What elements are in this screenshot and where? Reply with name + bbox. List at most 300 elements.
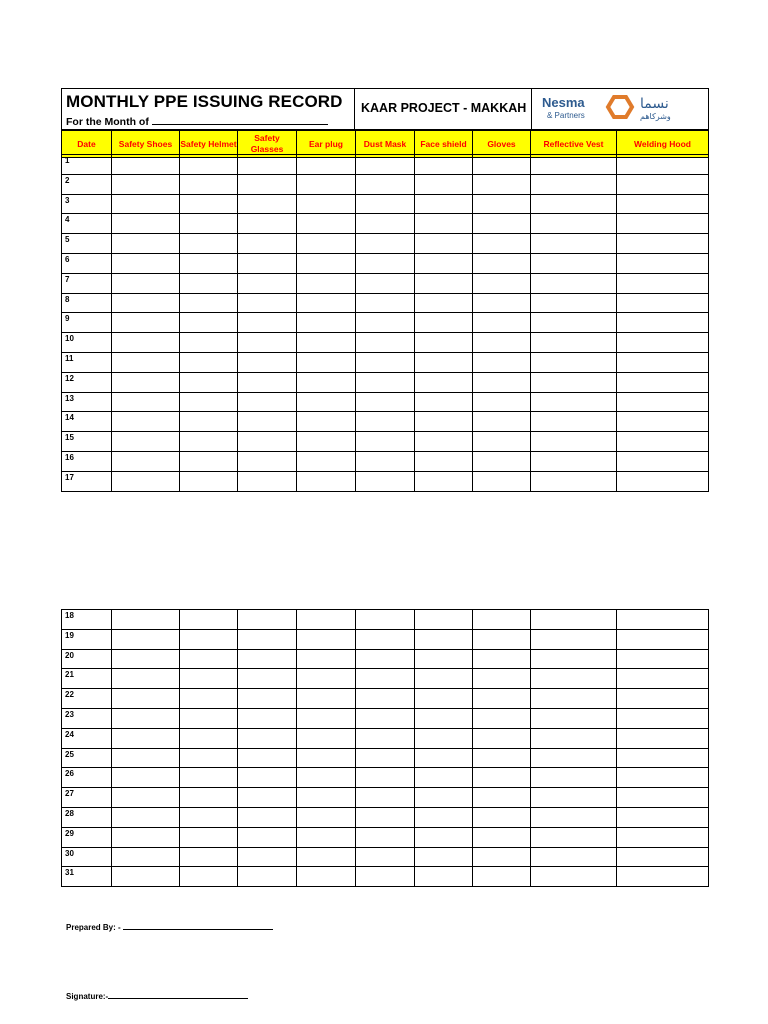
entry-cell[interactable] (473, 214, 531, 234)
entry-cell[interactable] (531, 253, 617, 273)
entry-cell[interactable] (356, 234, 415, 254)
entry-cell[interactable] (473, 352, 531, 372)
entry-cell[interactable] (112, 273, 180, 293)
entry-cell[interactable] (112, 293, 180, 313)
entry-cell[interactable] (531, 649, 617, 669)
entry-cell[interactable] (238, 313, 297, 333)
entry-cell[interactable] (238, 293, 297, 313)
day-number: 11 (62, 352, 112, 372)
entry-cell[interactable] (473, 728, 531, 748)
entry-cell[interactable] (617, 392, 709, 412)
entry-cell[interactable] (112, 253, 180, 273)
entry-cell[interactable] (180, 708, 238, 728)
entry-cell[interactable] (112, 313, 180, 333)
entry-cell[interactable] (356, 273, 415, 293)
entry-cell[interactable] (356, 867, 415, 887)
entry-cell[interactable] (180, 155, 238, 175)
signature-field[interactable] (66, 990, 248, 1001)
entry-cell[interactable] (531, 194, 617, 214)
entry-cell[interactable] (356, 827, 415, 847)
entry-cell[interactable] (415, 708, 473, 728)
table-row (62, 273, 709, 293)
entry-cell[interactable] (238, 471, 297, 491)
entry-cell[interactable] (112, 788, 180, 808)
entry-cell[interactable] (415, 253, 473, 273)
entry-cell[interactable] (297, 293, 356, 313)
entry-cell[interactable] (112, 194, 180, 214)
entry-cell[interactable] (356, 333, 415, 353)
entry-cell[interactable] (238, 867, 297, 887)
entry-cell[interactable] (617, 867, 709, 887)
entry-cell[interactable] (297, 333, 356, 353)
entry-cell[interactable] (473, 234, 531, 254)
entry-cell[interactable] (356, 689, 415, 709)
entry-cell[interactable] (112, 689, 180, 709)
entry-cell[interactable] (415, 412, 473, 432)
entry-cell[interactable] (415, 194, 473, 214)
entry-cell[interactable] (531, 333, 617, 353)
entry-cell[interactable] (238, 253, 297, 273)
entry-cell[interactable] (356, 392, 415, 412)
entry-cell[interactable] (180, 451, 238, 471)
entry-cell[interactable] (473, 194, 531, 214)
entry-cell[interactable] (112, 412, 180, 432)
entry-cell[interactable] (180, 788, 238, 808)
day-number: 5 (62, 234, 112, 254)
entry-cell[interactable] (617, 629, 709, 649)
entry-cell[interactable] (531, 451, 617, 471)
entry-cell[interactable] (238, 234, 297, 254)
entry-cell[interactable] (238, 708, 297, 728)
entry-cell[interactable] (356, 253, 415, 273)
entry-cell[interactable] (112, 432, 180, 452)
entry-cell[interactable] (180, 610, 238, 630)
entry-cell[interactable] (473, 293, 531, 313)
entry-cell[interactable] (356, 649, 415, 669)
entry-cell[interactable] (531, 728, 617, 748)
column-header: Date (62, 131, 112, 158)
entry-cell[interactable] (297, 847, 356, 867)
entry-cell[interactable] (297, 412, 356, 432)
entry-cell[interactable] (112, 451, 180, 471)
day-number: 2 (62, 174, 112, 194)
entry-cell[interactable] (415, 867, 473, 887)
entry-cell[interactable] (112, 827, 180, 847)
entry-cell[interactable] (415, 788, 473, 808)
entry-cell[interactable] (415, 471, 473, 491)
entry-cell[interactable] (356, 451, 415, 471)
entry-cell[interactable] (297, 610, 356, 630)
entry-cell[interactable] (297, 689, 356, 709)
entry-cell[interactable] (473, 333, 531, 353)
entry-cell[interactable] (473, 629, 531, 649)
entry-cell[interactable] (617, 669, 709, 689)
entry-cell[interactable] (617, 273, 709, 293)
entry-cell[interactable] (180, 392, 238, 412)
entry-cell[interactable] (112, 748, 180, 768)
entry-cell[interactable] (356, 669, 415, 689)
entry-cell[interactable] (531, 807, 617, 827)
entry-cell[interactable] (415, 768, 473, 788)
entry-cell[interactable] (356, 412, 415, 432)
entry-cell[interactable] (617, 293, 709, 313)
entry-cell[interactable] (297, 372, 356, 392)
entry-cell[interactable] (297, 629, 356, 649)
entry-cell[interactable] (297, 214, 356, 234)
entry-cell[interactable] (617, 649, 709, 669)
entry-cell[interactable] (473, 392, 531, 412)
entry-cell[interactable] (617, 214, 709, 234)
entry-cell[interactable] (112, 649, 180, 669)
entry-cell[interactable] (473, 253, 531, 273)
entry-cell[interactable] (617, 313, 709, 333)
signature-line[interactable] (108, 990, 248, 999)
entry-cell[interactable] (473, 273, 531, 293)
entry-cell[interactable] (238, 728, 297, 748)
entry-cell[interactable] (473, 471, 531, 491)
entry-cell[interactable] (180, 867, 238, 887)
entry-cell[interactable] (473, 610, 531, 630)
entry-cell[interactable] (180, 372, 238, 392)
entry-cell[interactable] (297, 234, 356, 254)
entry-cell[interactable] (415, 689, 473, 709)
entry-cell[interactable] (473, 847, 531, 867)
entry-cell[interactable] (356, 214, 415, 234)
entry-cell[interactable] (356, 807, 415, 827)
entry-cell[interactable] (531, 610, 617, 630)
entry-cell[interactable] (617, 708, 709, 728)
entry-cell[interactable] (180, 807, 238, 827)
entry-cell[interactable] (238, 352, 297, 372)
entry-cell[interactable] (356, 728, 415, 748)
entry-cell[interactable] (297, 669, 356, 689)
month-blank-line[interactable] (152, 114, 328, 125)
entry-cell[interactable] (617, 253, 709, 273)
entry-cell[interactable] (415, 610, 473, 630)
entry-cell[interactable] (238, 669, 297, 689)
entry-cell[interactable] (617, 333, 709, 353)
entry-cell[interactable] (473, 748, 531, 768)
day-number: 24 (62, 728, 112, 748)
entry-cell[interactable] (112, 867, 180, 887)
entry-cell[interactable] (617, 728, 709, 748)
entry-cell[interactable] (617, 847, 709, 867)
entry-cell[interactable] (180, 629, 238, 649)
entry-cell[interactable] (297, 313, 356, 333)
entry-cell[interactable] (112, 610, 180, 630)
entry-cell[interactable] (473, 689, 531, 709)
entry-cell[interactable] (531, 708, 617, 728)
entry-cell[interactable] (415, 392, 473, 412)
entry-cell[interactable] (415, 293, 473, 313)
entry-cell[interactable] (473, 174, 531, 194)
entry-cell[interactable] (356, 610, 415, 630)
entry-cell[interactable] (356, 194, 415, 214)
entry-cell[interactable] (112, 392, 180, 412)
entry-cell[interactable] (297, 253, 356, 273)
entry-cell[interactable] (531, 669, 617, 689)
entry-cell[interactable] (617, 827, 709, 847)
entry-cell[interactable] (531, 352, 617, 372)
entry-cell[interactable] (531, 293, 617, 313)
entry-cell[interactable] (112, 807, 180, 827)
entry-cell[interactable] (180, 313, 238, 333)
entry-cell[interactable] (238, 174, 297, 194)
entry-cell[interactable] (531, 768, 617, 788)
entry-cell[interactable] (112, 372, 180, 392)
entry-cell[interactable] (297, 827, 356, 847)
entry-cell[interactable] (531, 273, 617, 293)
entry-cell[interactable] (180, 748, 238, 768)
entry-cell[interactable] (180, 669, 238, 689)
entry-cell[interactable] (617, 412, 709, 432)
entry-cell[interactable] (356, 788, 415, 808)
entry-cell[interactable] (473, 807, 531, 827)
entry-cell[interactable] (297, 155, 356, 175)
entry-cell[interactable] (297, 432, 356, 452)
entry-cell[interactable] (531, 471, 617, 491)
entry-cell[interactable] (180, 827, 238, 847)
entry-cell[interactable] (531, 689, 617, 709)
entry-cell[interactable] (297, 867, 356, 887)
entry-cell[interactable] (297, 649, 356, 669)
entry-cell[interactable] (112, 847, 180, 867)
entry-cell[interactable] (356, 352, 415, 372)
entry-cell[interactable] (473, 313, 531, 333)
entry-cell[interactable] (415, 669, 473, 689)
entry-cell[interactable] (238, 155, 297, 175)
entry-cell[interactable] (180, 768, 238, 788)
entry-cell[interactable] (238, 432, 297, 452)
entry-cell[interactable] (415, 807, 473, 827)
entry-cell[interactable] (238, 610, 297, 630)
entry-cell[interactable] (297, 392, 356, 412)
entry-cell[interactable] (473, 155, 531, 175)
entry-cell[interactable] (617, 155, 709, 175)
entry-cell[interactable] (415, 174, 473, 194)
entry-cell[interactable] (112, 333, 180, 353)
entry-cell[interactable] (356, 847, 415, 867)
entry-cell[interactable] (531, 155, 617, 175)
entry-cell[interactable] (238, 748, 297, 768)
table-row (62, 629, 709, 649)
entry-cell[interactable] (112, 352, 180, 372)
entry-cell[interactable] (356, 629, 415, 649)
entry-cell[interactable] (238, 807, 297, 827)
entry-cell[interactable] (112, 728, 180, 748)
entry-cell[interactable] (297, 471, 356, 491)
entry-cell[interactable] (531, 174, 617, 194)
entry-cell[interactable] (180, 412, 238, 432)
entry-cell[interactable] (415, 234, 473, 254)
entry-cell[interactable] (617, 174, 709, 194)
entry-cell[interactable] (531, 629, 617, 649)
entry-cell[interactable] (297, 768, 356, 788)
entry-cell[interactable] (473, 451, 531, 471)
table-row (62, 214, 709, 234)
entry-cell[interactable] (356, 471, 415, 491)
entry-cell[interactable] (180, 689, 238, 709)
entry-cell[interactable] (238, 847, 297, 867)
entry-cell[interactable] (238, 372, 297, 392)
entry-cell[interactable] (112, 234, 180, 254)
entry-cell[interactable] (180, 649, 238, 669)
entry-cell[interactable] (473, 708, 531, 728)
entry-cell[interactable] (617, 788, 709, 808)
entry-cell[interactable] (617, 748, 709, 768)
day-number: 7 (62, 273, 112, 293)
entry-cell[interactable] (180, 234, 238, 254)
entry-cell[interactable] (617, 807, 709, 827)
entry-cell[interactable] (238, 788, 297, 808)
entry-cell[interactable] (531, 392, 617, 412)
entry-cell[interactable] (617, 432, 709, 452)
entry-cell[interactable] (238, 412, 297, 432)
entry-cell[interactable] (238, 273, 297, 293)
entry-cell[interactable] (238, 333, 297, 353)
entry-cell[interactable] (297, 451, 356, 471)
entry-cell[interactable] (112, 768, 180, 788)
entry-cell[interactable] (415, 629, 473, 649)
entry-cell[interactable] (415, 649, 473, 669)
entry-cell[interactable] (617, 372, 709, 392)
table-row (62, 867, 709, 887)
entry-cell[interactable] (356, 174, 415, 194)
entry-cell[interactable] (180, 432, 238, 452)
entry-cell[interactable] (415, 728, 473, 748)
table-row (62, 610, 709, 630)
entry-cell[interactable] (180, 471, 238, 491)
entry-cell[interactable] (297, 748, 356, 768)
entry-cell[interactable] (617, 471, 709, 491)
entry-cell[interactable] (297, 194, 356, 214)
entry-cell[interactable] (238, 689, 297, 709)
entry-cell[interactable] (356, 768, 415, 788)
entry-cell[interactable] (356, 313, 415, 333)
entry-cell[interactable] (180, 253, 238, 273)
table-row (62, 788, 709, 808)
entry-cell[interactable] (356, 708, 415, 728)
entry-cell[interactable] (473, 432, 531, 452)
entry-cell[interactable] (238, 629, 297, 649)
entry-cell[interactable] (238, 451, 297, 471)
entry-cell[interactable] (473, 669, 531, 689)
entry-cell[interactable] (297, 728, 356, 748)
entry-cell[interactable] (617, 689, 709, 709)
entry-cell[interactable] (415, 313, 473, 333)
entry-cell[interactable] (180, 847, 238, 867)
entry-cell[interactable] (238, 827, 297, 847)
entry-cell[interactable] (356, 372, 415, 392)
entry-cell[interactable] (238, 768, 297, 788)
entry-cell[interactable] (180, 174, 238, 194)
entry-cell[interactable] (297, 352, 356, 372)
entry-cell[interactable] (415, 847, 473, 867)
entry-cell[interactable] (180, 293, 238, 313)
entry-cell[interactable] (415, 155, 473, 175)
entry-cell[interactable] (531, 372, 617, 392)
entry-cell[interactable] (112, 155, 180, 175)
entry-cell[interactable] (473, 649, 531, 669)
entry-cell[interactable] (297, 788, 356, 808)
entry-cell[interactable] (473, 788, 531, 808)
entry-cell[interactable] (473, 372, 531, 392)
entry-cell[interactable] (415, 748, 473, 768)
entry-cell[interactable] (415, 827, 473, 847)
entry-cell[interactable] (473, 827, 531, 847)
prepared-by-field[interactable] (66, 921, 273, 932)
entry-cell[interactable] (617, 610, 709, 630)
entry-cell[interactable] (180, 352, 238, 372)
entry-cell[interactable] (617, 451, 709, 471)
entry-cell[interactable] (531, 827, 617, 847)
entry-cell[interactable] (415, 273, 473, 293)
entry-cell[interactable] (415, 432, 473, 452)
entry-cell[interactable] (297, 807, 356, 827)
entry-cell[interactable] (238, 214, 297, 234)
entry-cell[interactable] (297, 708, 356, 728)
entry-cell[interactable] (180, 333, 238, 353)
entry-cell[interactable] (297, 273, 356, 293)
entry-cell[interactable] (112, 214, 180, 234)
entry-cell[interactable] (473, 867, 531, 887)
entry-cell[interactable] (180, 728, 238, 748)
entry-cell[interactable] (415, 214, 473, 234)
entry-cell[interactable] (531, 847, 617, 867)
entry-cell[interactable] (531, 432, 617, 452)
entry-cell[interactable] (180, 194, 238, 214)
prepared-by-line[interactable] (123, 921, 273, 930)
month-field[interactable] (66, 114, 328, 128)
entry-cell[interactable] (112, 629, 180, 649)
entry-cell[interactable] (415, 451, 473, 471)
column-header: Reflective Vest (531, 131, 617, 158)
entry-cell[interactable] (356, 293, 415, 313)
entry-cell[interactable] (531, 867, 617, 887)
entry-cell[interactable] (112, 174, 180, 194)
entry-cell[interactable] (356, 155, 415, 175)
entry-cell[interactable] (473, 412, 531, 432)
entry-cell[interactable] (617, 768, 709, 788)
entry-cell[interactable] (617, 234, 709, 254)
entry-cell[interactable] (617, 194, 709, 214)
column-header: Face shield (415, 131, 473, 158)
entry-cell[interactable] (531, 214, 617, 234)
entry-cell[interactable] (531, 412, 617, 432)
entry-cell[interactable] (112, 471, 180, 491)
entry-cell[interactable] (112, 708, 180, 728)
entry-cell[interactable] (473, 768, 531, 788)
entry-cell[interactable] (356, 432, 415, 452)
entry-cell[interactable] (531, 788, 617, 808)
entry-cell[interactable] (531, 313, 617, 333)
day-number: 10 (62, 333, 112, 353)
entry-cell[interactable] (238, 392, 297, 412)
entry-cell[interactable] (112, 669, 180, 689)
entry-cell[interactable] (180, 273, 238, 293)
entry-cell[interactable] (415, 372, 473, 392)
entry-cell[interactable] (238, 194, 297, 214)
entry-cell[interactable] (297, 174, 356, 194)
entry-cell[interactable] (238, 649, 297, 669)
entry-cell[interactable] (415, 352, 473, 372)
entry-cell[interactable] (415, 333, 473, 353)
entry-cell[interactable] (617, 352, 709, 372)
entry-cell[interactable] (356, 748, 415, 768)
entry-cell[interactable] (180, 214, 238, 234)
entry-cell[interactable] (531, 748, 617, 768)
entry-cell[interactable] (531, 234, 617, 254)
